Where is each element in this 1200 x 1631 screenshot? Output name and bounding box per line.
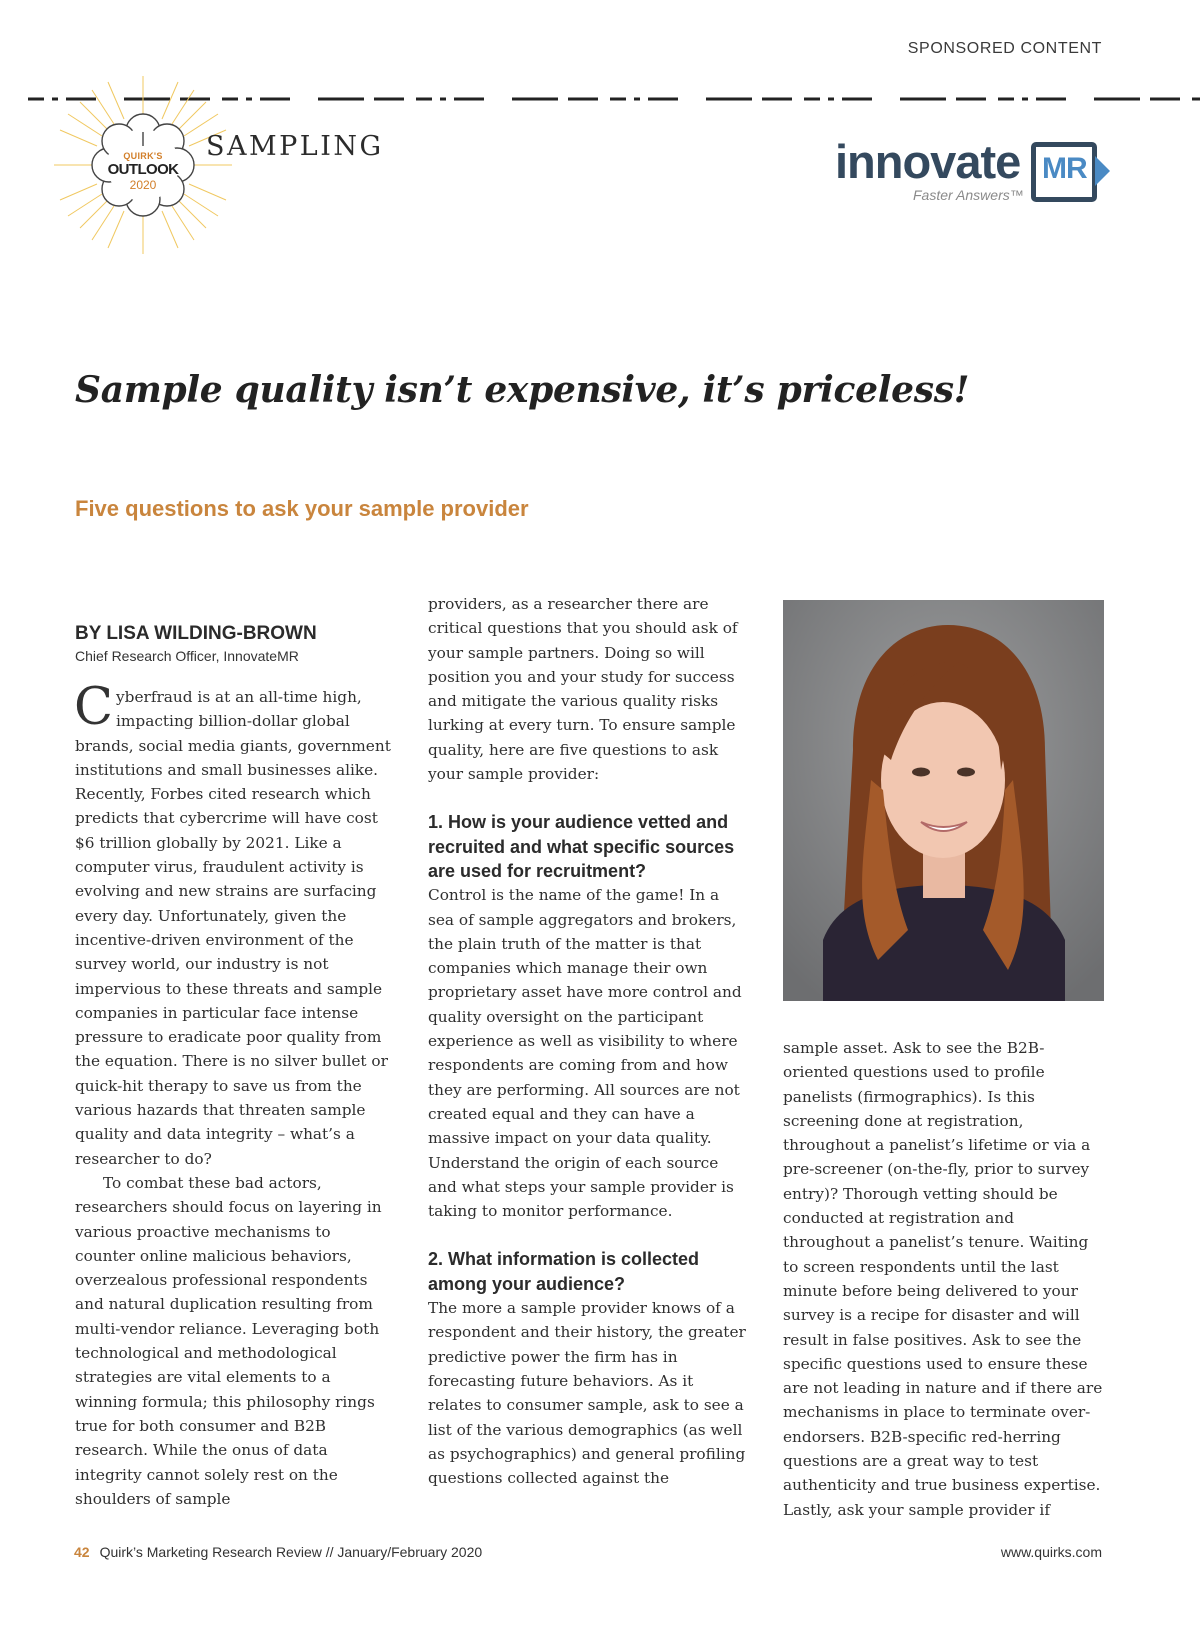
- logo-word: innovate: [835, 135, 1021, 188]
- article-headline: Sample quality isn’t expensive, it’s priceless!: [75, 369, 970, 411]
- intro-text: yberfraud is at an all-time high, impacting billion-dollar global brands, social media giants, government institutions and small businesses alike. Recently, Forbes cited research which predicts that cybercrime will have cost $6 trillion globally by 2021. Like a computer virus, fraudulent activity is evolving and new strains are surfacing every day. Unfortunately, given the incentive-driven environment of the survey world, our industry is not impervious to these threats and sample companies in particular face intense pressure to eradicate poor quality from the equation. There is no silver bullet or quick-hit therapy to save us from the various hazards that threaten sample quality and data integrity – what’s a researcher to do?: [75, 688, 391, 1168]
- article-column-3: [783, 1036, 1105, 1522]
- question-1-heading: 1. How is your audience vetted and recruited and what specific sources are used for recruitment?: [428, 812, 735, 881]
- logo-mark-box: [1031, 142, 1097, 202]
- author-photo: [783, 600, 1104, 1001]
- paragraph-4: sample asset. Ask to see the B2B-oriented questions used to profile panelists (firmographics). Is this screening done at registration, throughout a panelist’s lifetime or via a pre-screener (on-the-fly, prior to survey entry)? Thorough vetting should be conducted at registration and throughout a panelist’s tenure. Waiting to screen respondents until the last minute before being delivered to your survey is a recipe for disaster and will result in false positives. Ask to see the specific questions used to ensure these are not leading in nature and if there are mechanisms in place to terminate over-endorsers. B2B-specific red-herring questions are a great way to test authenticity and true business expertise. Lastly, ask your sample provider if: [783, 1039, 1103, 1519]
- publication-name: Quirk’s Marketing Research Review // January/February 2020: [99, 1544, 483, 1560]
- author-role: Chief Research Officer, InnovateMR: [75, 648, 299, 664]
- logo-tagline: Faster Answers™: [913, 187, 1024, 203]
- section-label: SAMPLING: [206, 131, 384, 162]
- badge-brand: QUIRK'S: [123, 151, 163, 161]
- question-1-body: Control is the name of the game! In a sea of sample aggregators and brokers, the plain truth of the matter is that companies which manage their own proprietary asset have more control and quality oversight on the participant experience as well as visibility to where respondents are coming from and how they are performing. All sources are not created equal and they can have a massive impact on your data quality. Understand the origin of each source and what steps your sample provider is taking to monitor performance.: [428, 886, 742, 1221]
- badge-title: OUTLOOK: [107, 161, 179, 178]
- badge-year: 2020: [129, 178, 157, 192]
- question-2-heading: 2. What information is collected among your audience?: [428, 1249, 700, 1294]
- article-column-2: [428, 592, 748, 1490]
- logo-mark: MR: [1042, 152, 1087, 185]
- footer-url: www.quirks.com: [1000, 1544, 1102, 1560]
- page-number: 42: [74, 1544, 90, 1560]
- intro-paragraph: [74, 678, 395, 1171]
- article-subhead: Five questions to ask your sample provider: [75, 496, 529, 521]
- innovatemr-logo: [835, 135, 1120, 210]
- question-2-body: The more a sample provider knows of a respondent and their history, the greater predictive power the firm has in forecasting future behaviors. As it relates to consumer sample, ask to see a list of the various demographics (as well as psychographics) and general profiling questions collected against the: [428, 1299, 746, 1488]
- paragraph-3: providers, as a researcher there are critical questions that you should ask of your sample partners. Doing so will position you and your study for success and mitigate the various quality risks lurking at every turn. To ensure sample quality, here are five questions to ask your sample provider:: [428, 595, 738, 784]
- footer-publication: [74, 1544, 482, 1560]
- drop-cap: C: [74, 678, 114, 737]
- sponsored-content-label: SPONSORED CONTENT: [907, 40, 1102, 57]
- play-arrow-icon: [1095, 156, 1110, 186]
- paragraph-2: To combat these bad actors, researchers should focus on layering in various proactive mechanisms to counter online malicious behaviors, overzealous professional respondents and natural duplication resulting from multi-vendor reliance. Leveraging both technological and methodological strategies are vital elements to a winning formula; this philosophy rings true for both consumer and B2B research. While the onus of data integrity cannot solely rest on the shoulders of sample: [75, 1173, 382, 1508]
- quirks-outlook-badge: [52, 74, 234, 256]
- author-byline: BY LISA WILDING-BROWN: [75, 623, 317, 644]
- article-column-1: [74, 678, 395, 1511]
